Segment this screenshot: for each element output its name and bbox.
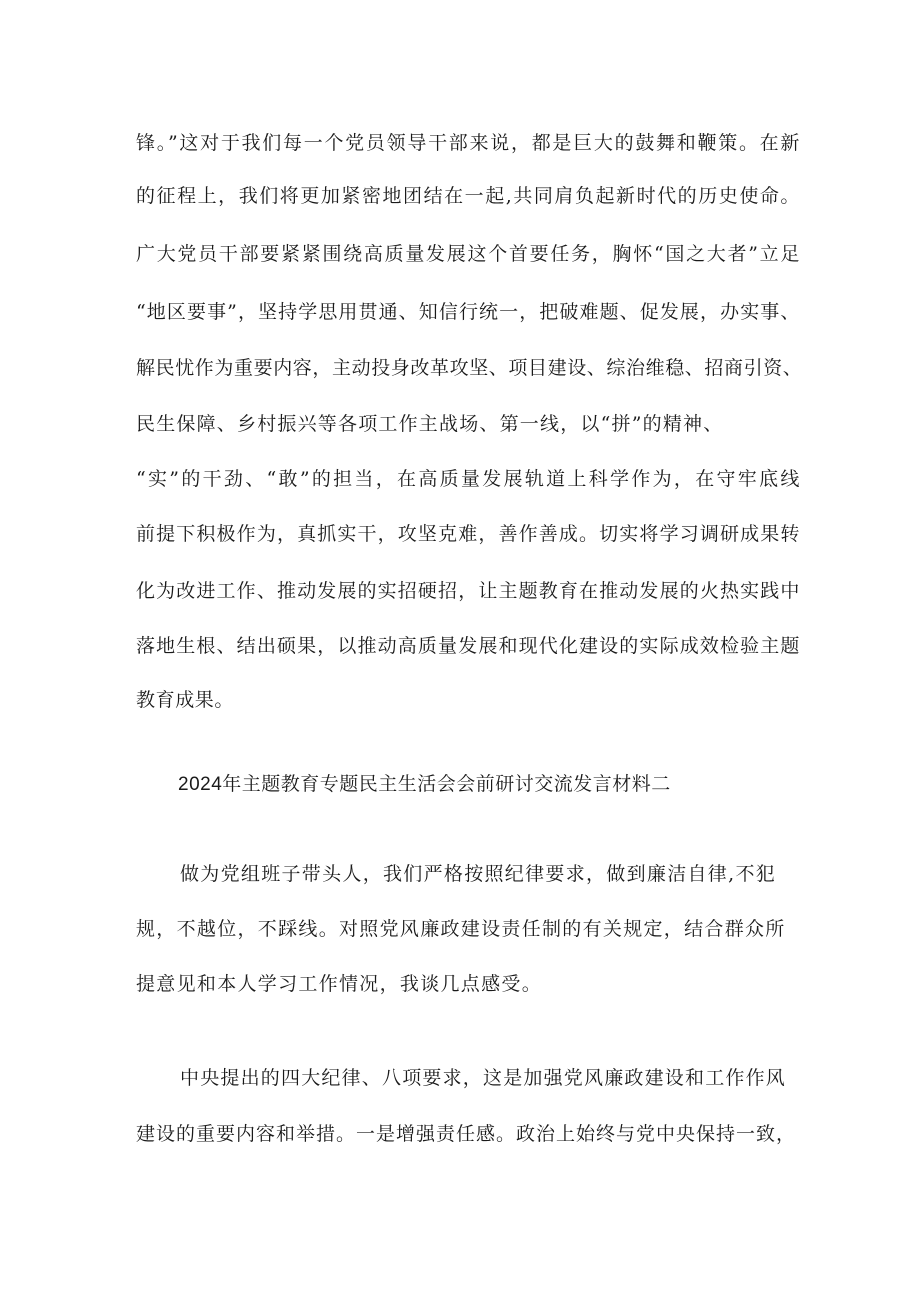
paragraph-line: 解民忧作为重要内容，主动投身改革攻坚、项目建设、综治维稳、招商引资、 [136,357,803,379]
paragraph-line: 广大党员干部要紧紧围绕高质量发展这个首要任务，胸怀“国之大者”立足 [136,243,800,265]
paragraph-line: 化为改进工作、推动发展的实招硬招，让主题教育在推动发展的火热实践中 [136,580,800,602]
paragraph-line: “地区要事”，坚持学思用贯通、知信行统一，把破难题、促发展，办实事、 [136,301,800,323]
paragraph-line: 教育成果。 [136,689,235,711]
paragraph-line: 提意见和本人学习工作情况，我谈几点感受。 [136,973,543,995]
paragraph-line: 中央提出的四大纪律、八项要求，这是加强党风廉政建设和工作作风 [180,1067,787,1089]
paragraph-line: “实”的干劲、“敢”的担当，在高质量发展轨道上科学作为，在守牢底线 [136,468,800,490]
section-heading: 2024年主题教育专题民主生活会会前研讨交流发言材料二 [178,774,671,795]
paragraph-line: 民生保障、乡村振兴等各项工作主战场、第一线，以“拼”的精神、 [136,413,724,435]
paragraph-line: 建设的重要内容和举措。一是增强责任感。政治上始终与党中央保持一致， [136,1123,797,1145]
paragraph-line: 锋。”这对于我们每一个党员领导干部来说，都是巨大的鼓舞和鞭策。在新 [136,132,800,154]
paragraph-line: 前提下积极作为，真抓实干，攻坚克难，善作善成。切实将学习调研成果转 [136,523,800,545]
paragraph-line: 的征程上，我们将更加紧密地团结在一起,共同肩负起新时代的历史使命。 [136,185,800,207]
paragraph-line: 做为党组班子带头人，我们严格按照纪律要求，做到廉洁自律,不犯 [180,863,777,885]
paragraph-line: 落地生根、结出硕果，以推动高质量发展和现代化建设的实际成效检验主题 [136,635,800,657]
paragraph-line: 规，不越位，不踩线。对照党风廉政建设责任制的有关规定，结合群众所 [136,918,786,940]
